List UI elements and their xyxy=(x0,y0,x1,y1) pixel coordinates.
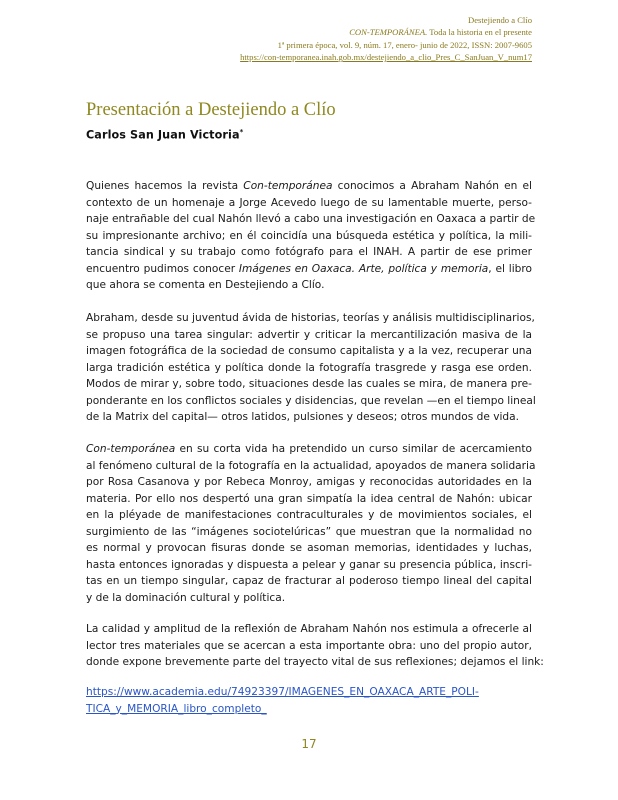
text-line: por Rosa Casanova y por Rebeca Monroy, amigas y reconocidas autoridades en la xyxy=(86,476,532,488)
italic-title: Con-temporánea xyxy=(86,443,176,455)
running-header xyxy=(72,14,532,64)
paragraph xyxy=(86,441,536,606)
header-issue: 1ª primera época, vol. 9, núm. 17, enero- junio de 2022, ISSN: 2007-9605 xyxy=(277,39,532,50)
text-line: surgimiento de las “imágenes sociotelúricas” que muestran que la normalidad no xyxy=(86,525,532,538)
text-line: naje entrañable del cual Nahón llevó a cabo una investigación en Oaxaca a partir de xyxy=(86,213,536,225)
text-line: imagen fotográfica de la sociedad de consumo capitalista y a la vez, recuperar una xyxy=(86,345,532,357)
text-line: hasta entonces ignoradas y dispuesta a pelear y ganar su presencia pública, inscri- xyxy=(86,558,532,571)
text-line: donde expone brevemente parte del trayecto vital de sus reflexiones; dejamos el link: xyxy=(86,656,544,668)
article-title: Presentación a Destejiendo a Clío xyxy=(86,100,336,120)
text-line: y de la dominación cultural y política. xyxy=(86,591,286,604)
text-line: Abraham, desde su juventud ávida de historias, teorías y análisis multidisciplinarios, xyxy=(86,312,535,324)
text-line: lector tres materiales que se acercan a esta importante obra: uno del propio autor, xyxy=(86,639,532,652)
text-line: ponderante en los conflictos sociales y disidencias, que revelan —en el tiempo lineal xyxy=(86,394,536,407)
author-footnote-mark[interactable]: * xyxy=(239,128,244,136)
text-line: materia. Por ello nos despertó una gran simpatía la idea central de Nahón: ubicar xyxy=(86,492,532,505)
journal-tagline: Toda la historia en el presente xyxy=(429,27,532,38)
text-line: La calidad y amplitud de la reflexión de Abraham Nahón nos estimula a ofrecerle al xyxy=(86,623,532,635)
header-journal xyxy=(72,26,532,38)
text-line: Modos de mirar y, sobre todo, situaciones desde las cuales se mira, de manera pre- xyxy=(86,378,532,390)
text-line: Con-temporánea en su corta vida ha pretendido un curso similar de acercamiento xyxy=(86,443,532,455)
text-line: contexto de un homenaje a Jorge Acevedo luego de su lamentable muerte, perso- xyxy=(86,196,532,209)
text-line: que ahora se comenta en Destejiendo a Clío. xyxy=(86,279,325,291)
link-line[interactable]: TICA_y_MEMORIA_libro_completo_ xyxy=(86,702,267,715)
text-line: al fenómeno cultural de la fotografía en la actualidad, apoyados de manera solidaria xyxy=(86,459,536,472)
author-name: Carlos San Juan Victoria xyxy=(86,128,240,142)
text-line: Quienes hacemos la revista Con-temporánea conocimos a Abraham Nahón en el xyxy=(86,180,532,192)
page-number: 17 xyxy=(301,737,317,751)
text-line: su impresionante archivo; en él coincidía una búsqueda estética y política, la mili- xyxy=(86,229,532,242)
italic-title: Con-temporánea xyxy=(243,180,333,192)
text-line: tas en un tiempo singular, capaz de fracturar al poderoso tiempo lineal del capital xyxy=(86,575,532,587)
paragraph xyxy=(86,178,536,294)
italic-title: Imágenes en Oaxaca. Arte, política y memoria xyxy=(238,262,489,275)
paragraph xyxy=(86,621,544,671)
header-section: Destejiendo a Clío xyxy=(468,15,532,25)
text-line: de la Matrix del capital— otros latidos, pulsiones y deseos; otros mundos de vida. xyxy=(86,411,520,423)
text-line: larga tradición estética y política donde la fotografía trasgrede y rasga ese orden. xyxy=(86,361,532,374)
text-line: se propuso una tarea singular: advertir y criticar la mercantilización masiva de la xyxy=(86,328,532,341)
header-url-link[interactable]: https://con-temporanea.inah.gob.mx/destejiendo_a_clio_Pres_C_SanJuan_V_num17 xyxy=(240,52,532,63)
link-line[interactable]: https://www.academia.edu/74923397/IMAGENES_EN_OAXACA_ARTE_POLI- xyxy=(86,686,479,698)
academia-link[interactable] xyxy=(86,684,479,717)
text-line: es normal y provocan fisuras donde se asoman memorias, identidades y luchas, xyxy=(86,542,532,554)
article-author xyxy=(86,128,243,142)
text-line: tancia sindical y su trabajo como fotógrafo para el INAH. A partir de ese primer xyxy=(86,246,532,258)
journal-name: CON-TEMPORÁNEA. xyxy=(349,27,428,38)
paragraph xyxy=(86,310,536,426)
text-line: en la pléyade de manifestaciones contraculturales y de movimientos sociales, el xyxy=(86,509,532,521)
text-line: encuentro pudimos conocer Imágenes en Oaxaca. Arte, política y memoria, el libro xyxy=(86,262,532,275)
